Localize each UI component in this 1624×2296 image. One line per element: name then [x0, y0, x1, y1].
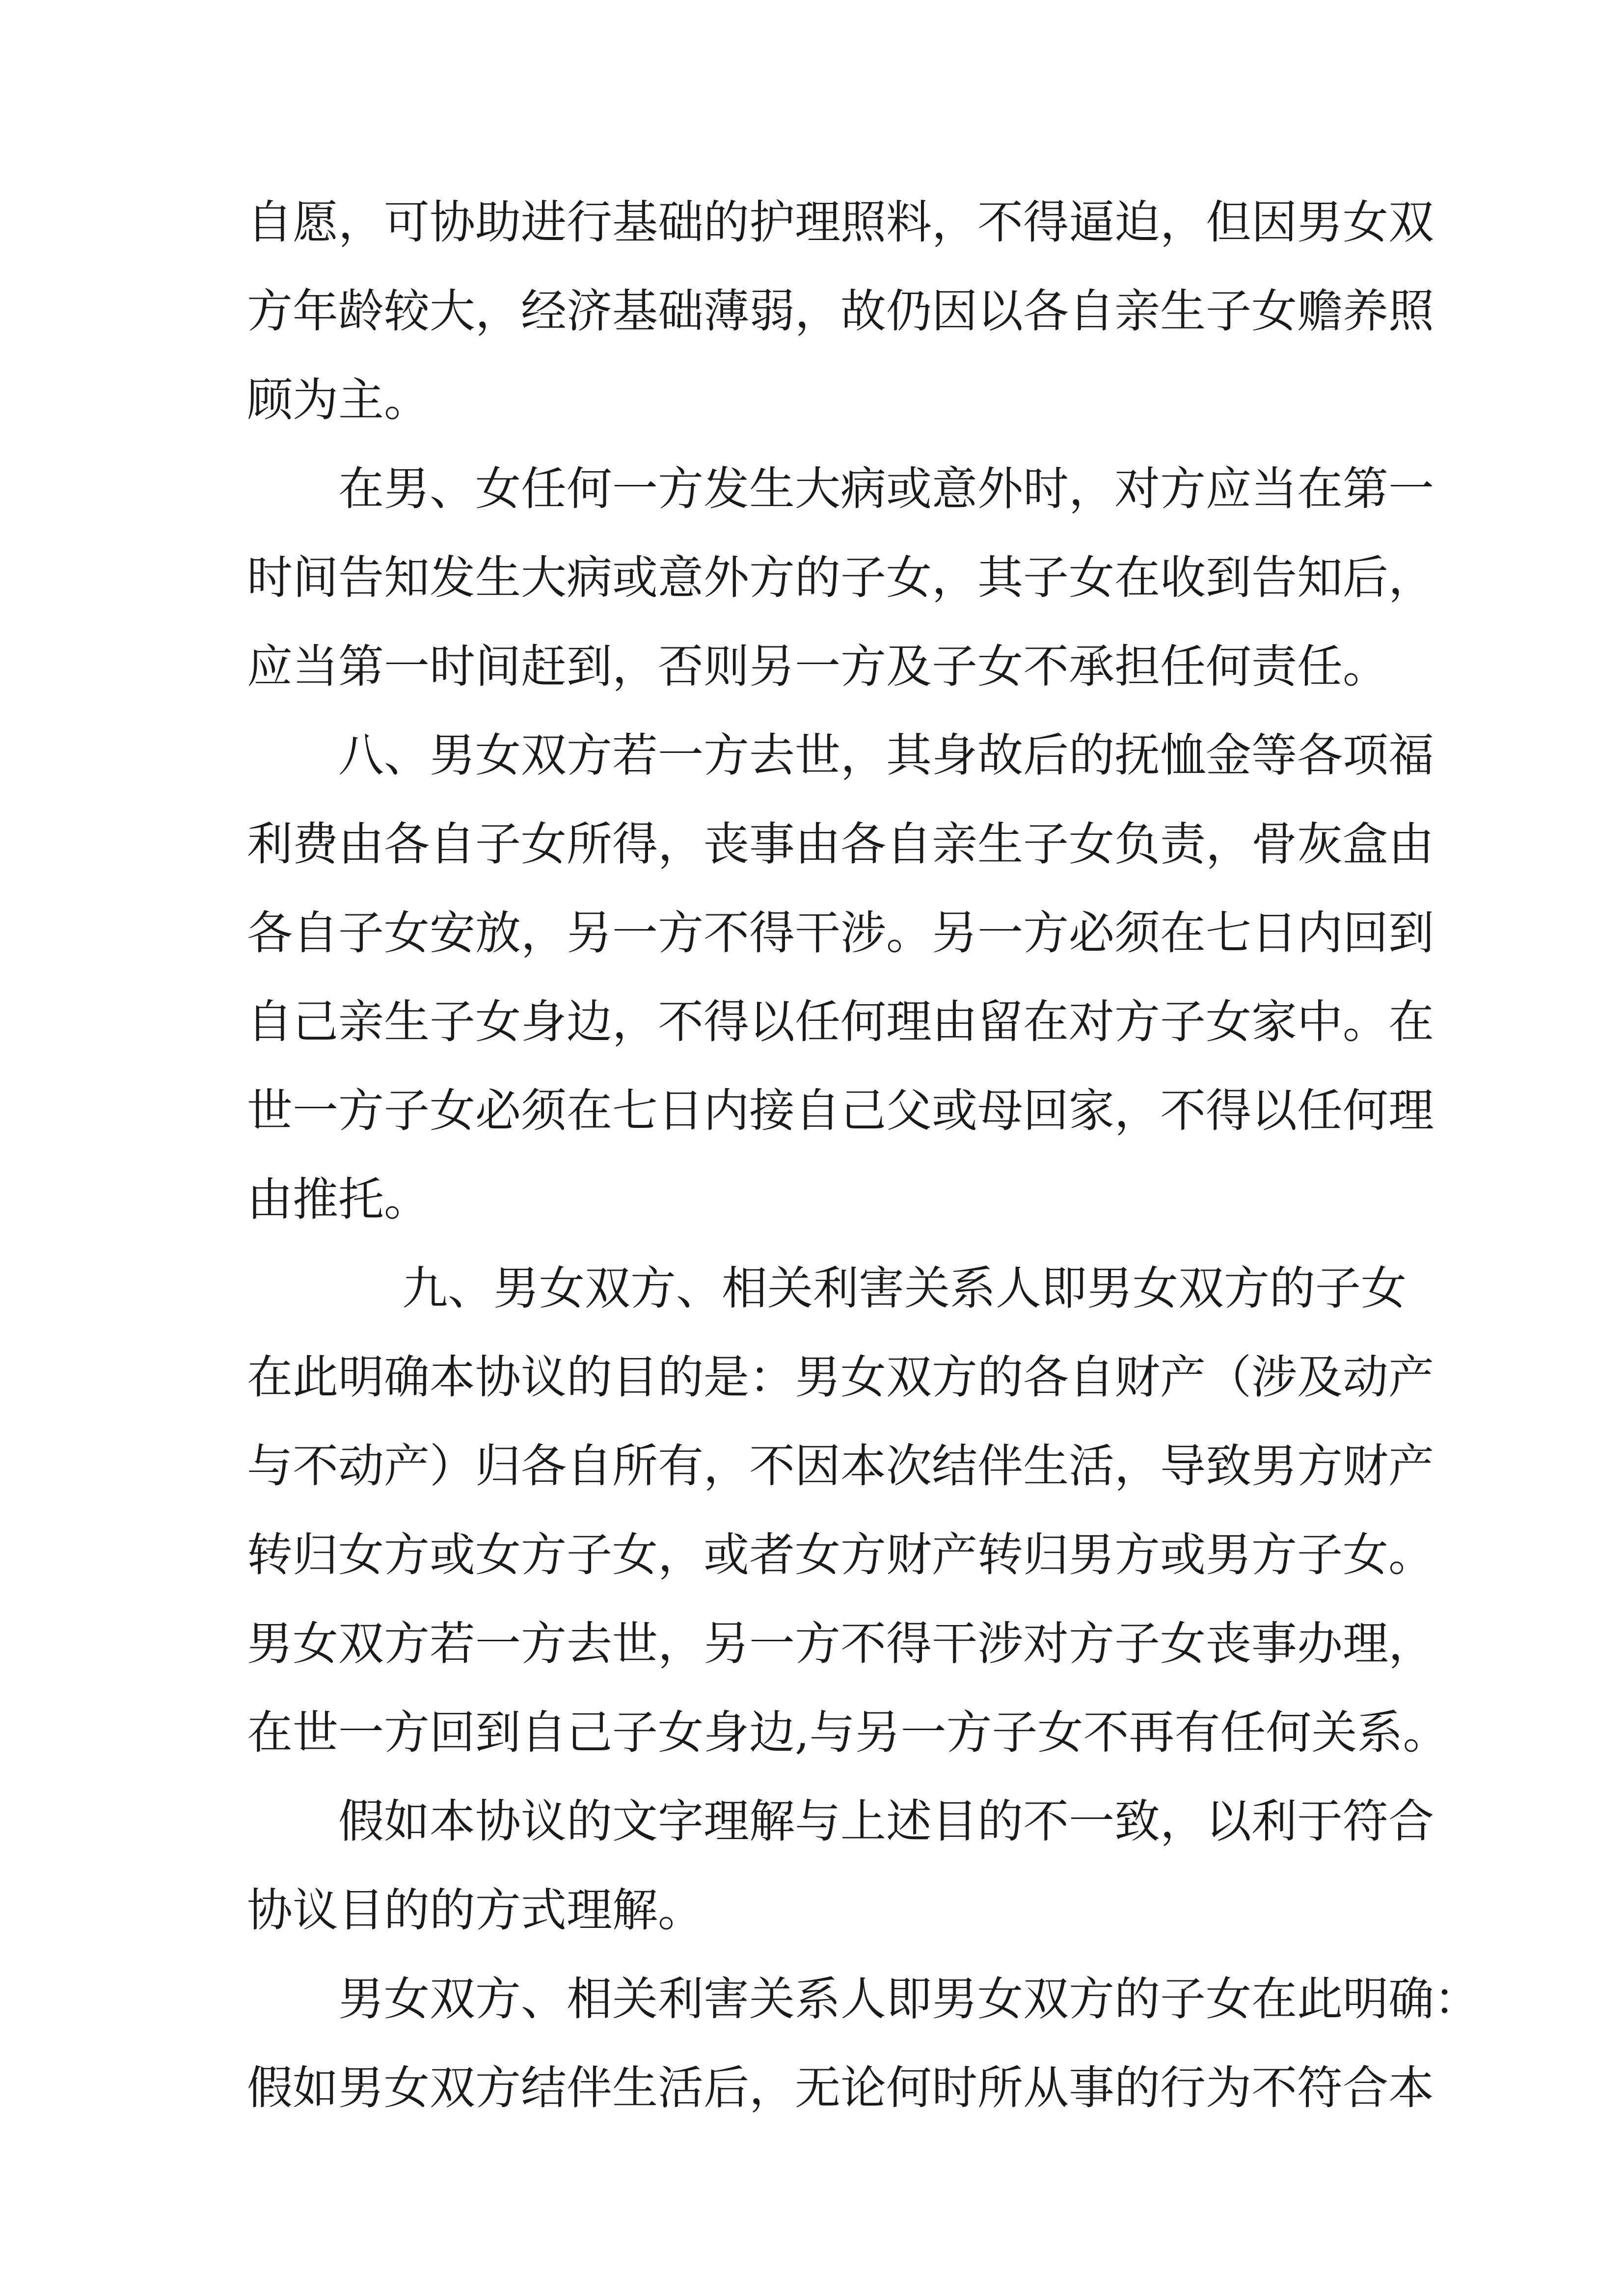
text-line: 在世一方回到自己子女身边,与另一方子女不再有任何关系。 [247, 1706, 1449, 1759]
text-line: 在此明确本协议的目的是：男女双方的各自财产（涉及动产 [247, 1351, 1434, 1404]
text-line: 男女双方若一方去世，另一方不得干涉对方子女丧事办理， [247, 1617, 1434, 1670]
text-line: 自己亲生子女身边，不得以任何理由留在对方子女家中。在 [247, 995, 1434, 1048]
paragraph-confirmation [247, 1955, 1480, 2133]
text-line: 方年龄较大，经济基础薄弱，故仍因以各自亲生子女赡养照 [247, 285, 1434, 338]
text-line: 世一方子女必须在七日内接自己父或母回家，不得以任何理 [247, 1084, 1434, 1137]
text-line: 自愿，可协助进行基础的护理照料，不得逼迫，但因男女双 [247, 196, 1434, 249]
text-line: 与不动产）归各自所有，不因本次结伴生活，导致男方财产 [247, 1440, 1434, 1493]
text-line: 顾为主。 [247, 374, 430, 427]
text-line: 转归女方或女方子女，或者女方财产转归男方或男方子女。 [247, 1528, 1434, 1581]
paragraph-interpretation [247, 1777, 1434, 1955]
text-line: 假如男女双方结伴生活后，无论何时所从事的行为不符合本 [247, 2061, 1434, 2114]
paragraph-illness-notification [247, 445, 1434, 711]
paragraph-clause-eight [247, 711, 1434, 1244]
document-body [247, 178, 1480, 2133]
text-line: 时间告知发生大病或意外方的子女，其子女在收到告知后， [247, 551, 1434, 604]
text-line: 九、男女双方、相关利害关系人即男女双方的子女 [402, 1262, 1407, 1315]
text-line: 协议目的的方式理解。 [247, 1884, 704, 1937]
text-line: 利费由各自子女所得，丧事由各自亲生子女负责，骨灰盒由 [247, 818, 1434, 871]
text-line: 由推托。 [247, 1173, 430, 1226]
paragraph-clause-nine [247, 1244, 1449, 1777]
text-line: 假如本协议的文字理解与上述目的不一致，以利于符合 [338, 1795, 1434, 1848]
text-line: 应当第一时间赶到，否则另一方及子女不承担任何责任。 [247, 640, 1388, 693]
text-line: 各自子女安放，另一方不得干涉。另一方必须在七日内回到 [247, 907, 1434, 960]
paragraph-care-obligation [247, 178, 1434, 445]
text-line: 在男、女任何一方发生大病或意外时，对方应当在第一 [338, 462, 1434, 515]
text-line: 八、男女双方若一方去世，其身故后的抚恤金等各项福 [338, 729, 1434, 782]
text-line: 男女双方、相关利害关系人即男女双方的子女在此明确： [338, 1973, 1480, 2026]
